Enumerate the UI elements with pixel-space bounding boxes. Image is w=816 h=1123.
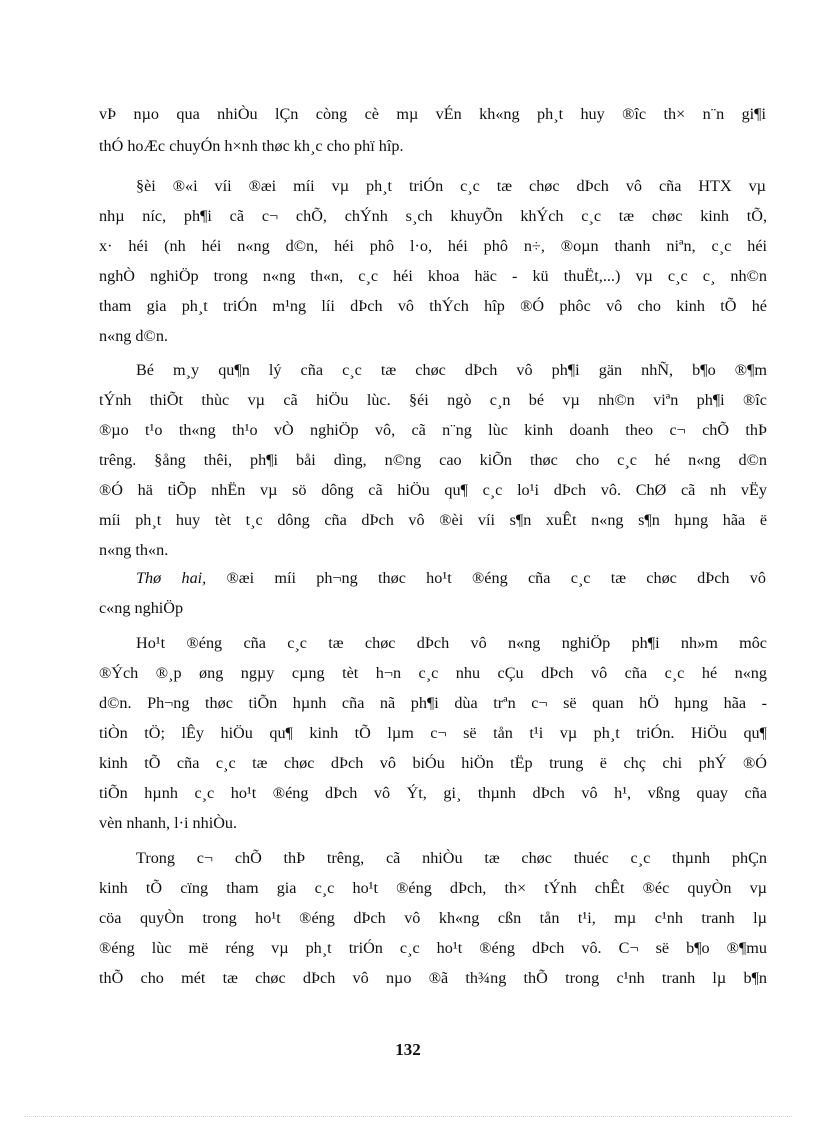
text-line — [99, 753, 767, 773]
text-line — [99, 723, 767, 743]
text-line — [99, 206, 767, 226]
line-text: tham gia ph¸t triÓn m¹ng líi dÞch vô thÝch hîp ®Ó phôc vô cho kinh tÕ hé — [99, 297, 767, 315]
text-line — [99, 296, 767, 316]
line-text: ®æi míi ph¬ng thøc ho¹t ®éng cña c¸c tæ chøc dÞch vô — [206, 569, 766, 587]
line-text: c«ng nghiÖp — [99, 599, 184, 617]
line-text: n«ng d©n. — [99, 327, 168, 345]
line-text: n«ng th«n. — [99, 541, 169, 559]
line-text: ®Ó hä tiÕp nhËn vµ sö dông cã hiÖu qu¶ c¸c lo¹i dÞch vô. ChØ cã nh vËy — [99, 481, 767, 499]
line-text: tiÕn hµnh c¸c ho¹t ®éng dÞch vô Ýt, gi¸ thµnh dÞch vô h¹, vßng quay cña — [99, 784, 767, 802]
line-text: thÕ cho mét tæ chøc dÞch vô nµo ®ã th¾ng thÕ trong c¹nh tranh lµ b¶n — [99, 969, 767, 987]
line-text: míi ph¸t huy tèt t¸c dông cña dÞch vô ®èi víi s¶n xuÊt n«ng s¶n hµng hãa ë — [99, 511, 767, 529]
line-text: tÝnh thiÕt thùc vµ cã hiÖu lùc. §éi ngò c¸n bé vµ nh©n viªn ph¶i ®îc — [99, 391, 767, 409]
line-text: Trong c¬ chÕ thÞ trêng, cã nhiÒu tæ chøc thuéc c¸c thµnh phÇn — [136, 849, 767, 867]
line-text: Bé m¸y qu¶n lý cña c¸c tæ chøc dÞch vô ph¶i gän nhÑ, b¶o ®¶m — [136, 361, 767, 379]
text-line — [99, 813, 277, 833]
text-line — [99, 104, 766, 124]
line-text: kinh tÕ cña c¸c tæ chøc dÞch vô biÓu hiÖn tËp trung ë chç chi phÝ ®Ó — [99, 754, 767, 772]
text-line — [136, 176, 766, 196]
text-line — [99, 968, 767, 988]
line-text: tiÒn tÖ; lÊy hiÖu qu¶ kinh tÕ lµm c¬ së tån t¹i vµ ph¸t triÓn. HiÖu qu¶ — [99, 724, 767, 742]
text-line — [99, 390, 767, 410]
line-text: thÓ hoÆc chuyÓn h×nh thøc kh¸c cho phï hîp. — [99, 137, 404, 155]
line-text: ®éng lùc më réng vµ ph¸t triÓn c¸c ho¹t ®éng dÞch vô. C¬ së b¶o ®¶mu — [99, 939, 767, 957]
text-line — [99, 663, 767, 683]
line-text: x· héi (nh héi n«ng d©n, héi phô l·o, héi phô n÷, ®oµn thanh niªn, c¸c héi — [99, 237, 767, 255]
text-line — [99, 450, 767, 470]
text-line — [99, 236, 767, 256]
text-line — [99, 783, 767, 803]
text-line — [99, 326, 185, 346]
line-text: ®Ých ®¸p øng ngµy cµng tèt h¬n c¸c nhu cÇu dÞch vô cña c¸c hé n«ng — [99, 664, 767, 682]
text-line — [99, 908, 767, 928]
line-text: cöa quyÒn trong ho¹t ®éng dÞch vô kh«ng cßn tån t¹i, mµ c¹nh tranh lµ — [99, 909, 767, 927]
page-number: 132 — [395, 1040, 421, 1059]
text-line — [99, 266, 767, 286]
text-line — [99, 878, 767, 898]
text-line — [136, 568, 766, 588]
text-line — [136, 360, 767, 380]
line-text: nhµ níc, ph¶i cã c¬ chÕ, chÝnh s¸ch khuyÕn khÝch c¸c tæ chøc kinh tÕ, — [99, 207, 767, 225]
bottom-divider — [24, 1116, 792, 1117]
text-line — [99, 938, 767, 958]
line-text: §èi ®«i víi ®æi míi vµ ph¸t triÓn c¸c tæ chøc dÞch vô cña HTX vµ — [136, 177, 766, 195]
text-line — [99, 540, 195, 560]
text-line — [136, 633, 767, 653]
text-line — [99, 420, 767, 440]
italic-lead: Thø hai, — [136, 569, 207, 587]
line-text: kinh tÕ cïng tham gia c¸c ho¹t ®éng dÞch, th× tÝnh chÊt ®éc quyÒn vµ — [99, 879, 767, 897]
text-line — [136, 848, 767, 868]
line-text: vÞ nµo qua nhiÒu lÇn còng cè mµ vÉn kh«ng ph¸t huy ®îc th× n¨n gi¶i — [99, 105, 766, 123]
line-text: d©n. Ph¬ng thøc tiÕn hµnh cña nã ph¶i dùa trªn c¬ së quan hÖ hµng hãa - — [99, 694, 767, 712]
text-line — [99, 480, 767, 500]
line-text: nghÒ nghiÖp trong n«ng th«n, c¸c héi khoa häc - kü thuËt,...) vµ c¸c c¸ nh©n — [99, 267, 767, 285]
text-line — [99, 136, 517, 156]
line-text: Ho¹t ®éng cña c¸c tæ chøc dÞch vô n«ng nghiÖp ph¶i nh»m môc — [136, 634, 767, 652]
text-line — [99, 693, 767, 713]
line-text: trêng. §ång thêi, ph¶i båi dìng, n©ng cao kiÕn thøc cho c¸c hé n«ng d©n — [99, 451, 767, 469]
text-line — [99, 598, 255, 618]
line-text: vèn nhanh, l·i nhiÒu. — [99, 814, 238, 832]
text-line — [99, 510, 767, 530]
line-text: ®µo t¹o th«ng th¹o vÒ nghiÖp vô, cã n¨ng lùc kinh doanh theo c¬ chÕ thÞ — [99, 421, 767, 439]
